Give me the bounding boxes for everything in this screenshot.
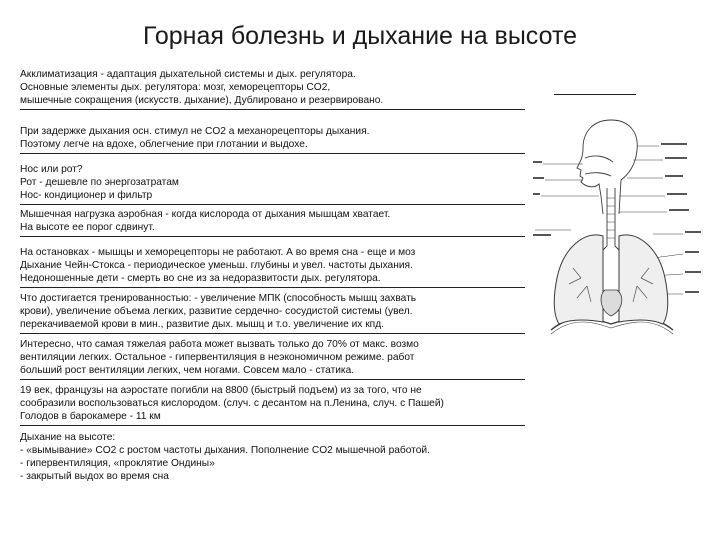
text-line: 19 век, французы на аэростате погибли на 8800 (быстрый подъем) из за того, что не [20,385,422,396]
text-line: Поэтому легче на вдохе, облегчение при глотании и выдохе. [20,139,308,150]
text-line: вентиляции легких. Остальное - гипервентиляция в неэкономичном режиме. работ [20,352,415,363]
nasal-cavity [585,156,613,162]
text-line: больший рост вентиляции легких, чем ногами. Совсем мало - статика. [20,365,355,376]
text-line: мышечные сокращения (искусств. дыхание), Дублировано и резервировано. [20,95,384,106]
text-line: сообразили воспользоваться кислородом. (случ. с десантом на п.Ленина, случ. с Пашей) [20,398,444,409]
text-line: Что достигается тренированностью: - увеличение МПК (способность мышц захвать [20,293,417,304]
text-line: Акклиматизация - адаптация дыхательной системы и дых. регулятора. [20,69,356,80]
text-line: Дыхание Чейн-Стокса - периодическое уменьш. глубины и увел. частоты дыхания. [20,260,413,271]
text-line: Голодов в барокамере - 11 км [20,411,161,422]
page-title: Горная болезнь и дыхание на высоте [142,22,578,50]
text-line: Рот - дешевле по энергозатратам [20,177,179,188]
paragraph-history [20,384,525,426]
blank-underline [554,94,636,95]
text-line: - гипервентиляция, «проклятие Ондины» [20,458,215,469]
text-line: - «вымывание» CO2 с ростом частоты дыхания. Пополнение CO2 мышечной работой. [20,445,430,456]
trachea-rings [607,198,615,238]
paragraph-stops-and-sleep [20,246,525,288]
head-outline [577,120,611,214]
paragraph-acclimatization [20,68,525,110]
text-line: При задержке дыхания осн. стимул не CO2 а механорецепторы дыхания. [20,126,370,137]
paragraph-nose-or-mouth [20,163,525,205]
text-line: Нос или рот? [20,164,83,175]
text-line: Мышечная нагрузка аэробная - когда кислорода от дыхания мышцам хватает. [20,209,391,220]
text-line: - закрытый выдох во время сна [20,471,169,482]
oral-cavity [585,173,611,176]
text-line: Основные элементы дых. регулятора: мозг, хеморецепторы CO2, [20,82,331,93]
text-line: перекачиваемой крови в мин., развитие дых. мышц и т.о. увеличение их кпд. [20,319,384,330]
text-line: Нос- кондиционер и фильтр [20,190,153,201]
text-line: На остановках - мышцы и хеморецепторы не работают. А во время сна - еще и моз [20,247,416,258]
text-line: Интересно, что самая тяжелая работа может вызвать только до 70% от макс. возмо [20,339,419,350]
text-line: крови), увеличение объема легких, развитие сердечно- сосудистой системы (увел. [20,306,413,317]
paragraph-breath-hold [20,125,525,154]
text-line: Недоношенные дети - смерть во сне из за недоразвитости дых. регулятора. [20,273,381,284]
paragraph-aerobic-load [20,208,525,237]
paragraph-training [20,292,525,334]
text-line: Дыхание на высоте: [20,432,116,443]
respiratory-system-diagram [533,118,703,363]
paragraph-ventilation [20,338,525,380]
text-line: На высоте ее порог сдвинут. [20,222,155,233]
paragraph-breathing-at-altitude [20,431,525,483]
trachea [607,188,615,246]
